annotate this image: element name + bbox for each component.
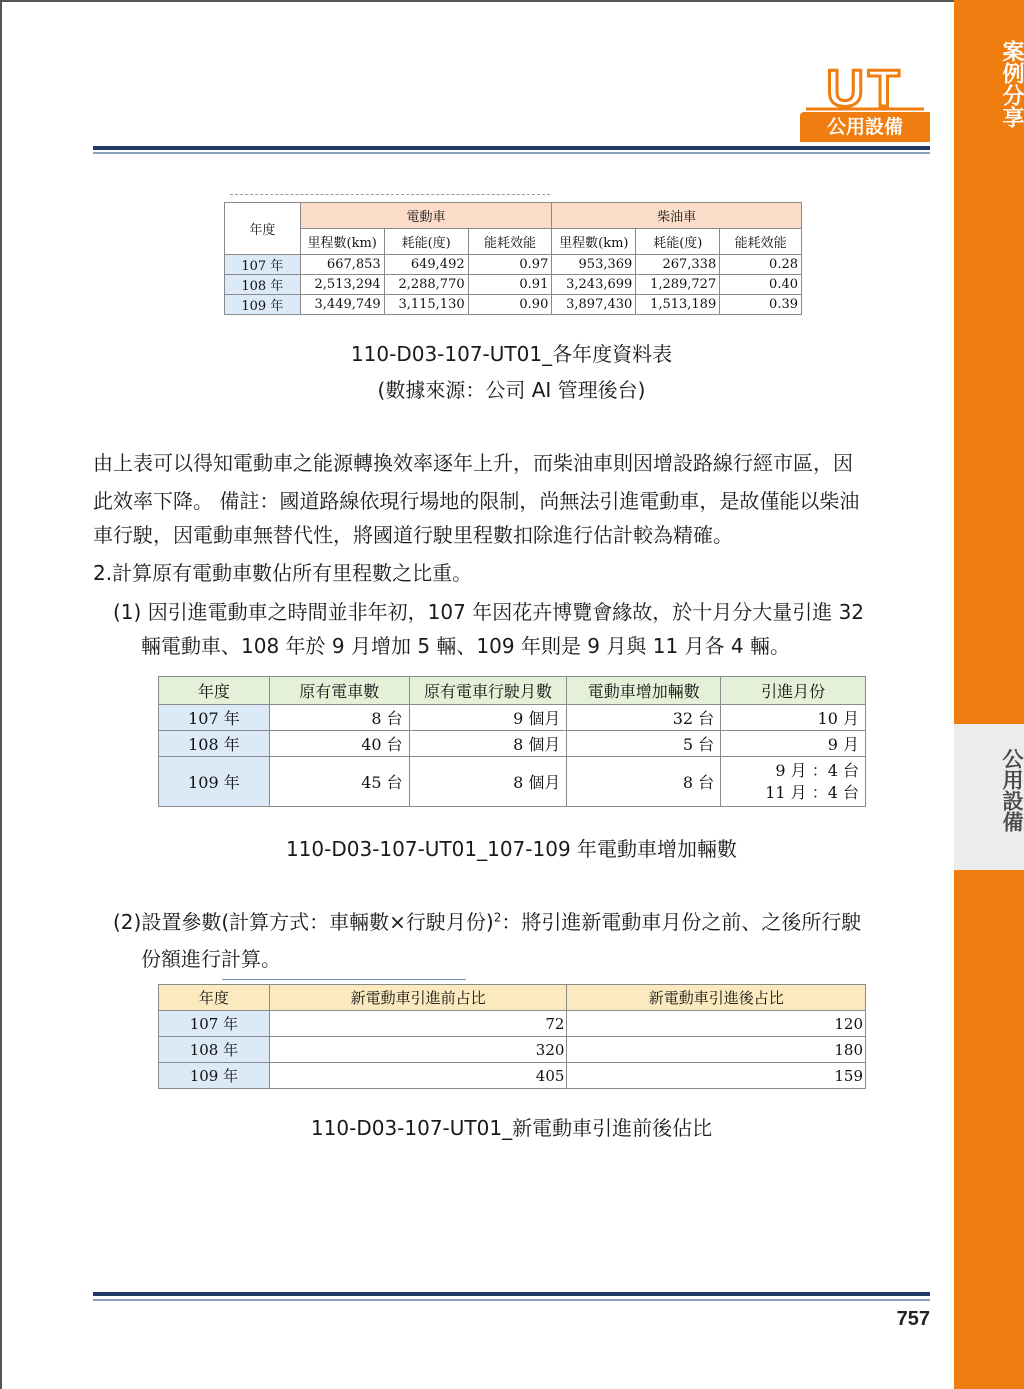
t1-cell: 1,513,189 xyxy=(636,295,720,315)
t1-cell: 0.90 xyxy=(468,295,552,315)
paragraph-heading: 2.計算原有電動車數佔所有里程數之比重。 xyxy=(93,561,473,585)
paragraph-line: 車行駛，因電動車無替代性，將國道行駛里程數扣除進行估計較為精確。 xyxy=(93,523,733,547)
t2-year-cell: 108 年 xyxy=(159,731,270,757)
t1-group-diesel: 柴油車 xyxy=(552,203,802,229)
table-row xyxy=(159,1037,866,1063)
page-number: 757 xyxy=(896,1308,930,1330)
t2-year-cell: 109 年 xyxy=(159,757,270,807)
t3-header: 新電動車引進後占比 xyxy=(567,985,866,1011)
list-item-1-line: 輛電動車、108 年於 9 月增加 5 輛、109 年則是 9 月與 11 月各 4 輛。 xyxy=(141,634,790,658)
t1-subheader: 能耗效能 xyxy=(468,229,552,255)
t2-cell: 40 台 xyxy=(269,731,409,757)
t2-year-cell: 107 年 xyxy=(159,705,270,731)
t3-year-cell: 109 年 xyxy=(159,1063,270,1089)
t1-cell: 3,897,430 xyxy=(552,295,636,315)
t1-year-cell: 108 年 xyxy=(225,275,301,295)
t2-intro-line: 11 月 ：4 台 xyxy=(765,782,859,802)
t1-cell: 3,115,130 xyxy=(384,295,468,315)
table-row xyxy=(159,1063,866,1089)
t3-cell: 72 xyxy=(269,1011,567,1037)
t1-cell: 649,492 xyxy=(384,255,468,275)
caption-table1-source: (數據來源：公司 AI 管理後台) xyxy=(377,378,646,402)
t2-cell: 5 台 xyxy=(567,731,721,757)
blue-rule xyxy=(222,979,466,980)
t3-header: 新電動車引進前占比 xyxy=(269,985,567,1011)
t1-cell: 3,449,749 xyxy=(300,295,384,315)
t2-cell-stacked xyxy=(721,757,866,807)
sidebar-section-label: 公用設備 xyxy=(1000,748,1024,832)
t3-cell: 180 xyxy=(567,1037,866,1063)
table-row xyxy=(159,705,866,731)
t1-cell: 0.39 xyxy=(720,295,802,315)
t2-header: 年度 xyxy=(159,677,270,705)
t1-subheader: 里程數(km) xyxy=(300,229,384,255)
t3-header: 年度 xyxy=(159,985,270,1011)
table-row xyxy=(225,255,802,275)
t1-cell: 3,243,699 xyxy=(552,275,636,295)
t1-cell: 0.91 xyxy=(468,275,552,295)
item2-text-post: ：將引進新電動車月份之前、之後所行駛 xyxy=(501,910,862,934)
t2-header: 原有電車行駛月數 xyxy=(409,677,567,705)
header-rule-thick xyxy=(93,146,930,150)
paragraph-line: 由上表可以得知電動車之能源轉換效率逐年上升，而柴油車則因增設路線行經市區，因 xyxy=(93,451,853,475)
footer-rule-thin xyxy=(93,1299,930,1301)
t1-year-cell: 109 年 xyxy=(225,295,301,315)
table-row xyxy=(225,295,802,315)
t2-cell: 10 月 xyxy=(721,705,866,731)
table-row xyxy=(159,757,866,807)
t1-cell: 2,288,770 xyxy=(384,275,468,295)
table-row xyxy=(159,731,866,757)
t3-year-cell: 108 年 xyxy=(159,1037,270,1063)
section-badge: 公用設備 xyxy=(800,112,930,142)
t1-cell: 0.28 xyxy=(720,255,802,275)
t2-cell: 8 台 xyxy=(269,705,409,731)
t3-cell: 159 xyxy=(567,1063,866,1089)
t1-cell: 953,369 xyxy=(552,255,636,275)
t2-cell: 45 台 xyxy=(269,757,409,807)
t1-year-cell: 107 年 xyxy=(225,255,301,275)
t1-cell: 667,853 xyxy=(300,255,384,275)
t3-year-cell: 107 年 xyxy=(159,1011,270,1037)
t1-cell: 2,513,294 xyxy=(300,275,384,295)
t2-cell: 32 台 xyxy=(567,705,721,731)
t2-cell: 9 個月 xyxy=(409,705,567,731)
t2-intro-line: 9 月 ：4 台 xyxy=(775,760,859,780)
sidebar-top-label: 案例分享 xyxy=(999,40,1024,128)
t3-cell: 405 xyxy=(269,1063,567,1089)
t1-cell: 1,289,727 xyxy=(636,275,720,295)
t1-subheader: 耗能(度) xyxy=(384,229,468,255)
t2-header: 原有電車數 xyxy=(269,677,409,705)
faint-cropped-line xyxy=(230,194,550,197)
table-row xyxy=(159,1011,866,1037)
ev-increase-table xyxy=(158,676,866,807)
t1-cell: 0.40 xyxy=(720,275,802,295)
t1-group-ev: 電動車 xyxy=(300,203,552,229)
header-rule-thin xyxy=(93,152,930,154)
t3-cell: 120 xyxy=(567,1011,866,1037)
t2-cell: 8 台 xyxy=(567,757,721,807)
list-item-2-line: 份額進行計算。 xyxy=(141,947,281,971)
t1-subheader: 耗能(度) xyxy=(636,229,720,255)
logo-text: UT xyxy=(826,62,904,112)
item2-text-pre: (2)設置參數(計算方式：車輛數×行駛月份) xyxy=(113,910,494,934)
sidebar-strip xyxy=(954,0,1024,1389)
caption-table1: 110-D03-107-UT01_各年度資料表 xyxy=(350,342,673,366)
t2-cell: 9 月 xyxy=(721,731,866,757)
caption-table2: 110-D03-107-UT01_107-109 年電動車增加輛數 xyxy=(285,837,738,861)
t1-cell: 0.97 xyxy=(468,255,552,275)
yearly-data-table xyxy=(224,202,802,315)
table-row xyxy=(225,275,802,295)
t2-header: 引進月份 xyxy=(721,677,866,705)
t1-subheader: 里程數(km) xyxy=(552,229,636,255)
t2-cell: 8 個月 xyxy=(409,731,567,757)
list-item-1-line: (1) 因引進電動車之時間並非年初，107 年因花卉博覽會緣故，於十月分大量引進 32 xyxy=(113,600,865,624)
t1-year-header: 年度 xyxy=(225,203,301,255)
footer-rule-thick xyxy=(93,1292,930,1296)
t3-cell: 320 xyxy=(269,1037,567,1063)
t2-cell: 8 個月 xyxy=(409,757,567,807)
t1-cell: 267,338 xyxy=(636,255,720,275)
share-table xyxy=(158,984,866,1089)
footnote-ref: 2 xyxy=(493,910,502,925)
list-item-2-line xyxy=(113,906,861,935)
paragraph-line: 此效率下降。 備註：國道路線依現行場地的限制，尚無法引進電動車，是故僅能以柴油 xyxy=(93,489,860,513)
caption-table3: 110-D03-107-UT01_新電動車引進前後佔比 xyxy=(310,1116,713,1140)
ut-logo-icon xyxy=(800,62,930,112)
t1-subheader: 能耗效能 xyxy=(720,229,802,255)
t2-header: 電動車增加輛數 xyxy=(567,677,721,705)
